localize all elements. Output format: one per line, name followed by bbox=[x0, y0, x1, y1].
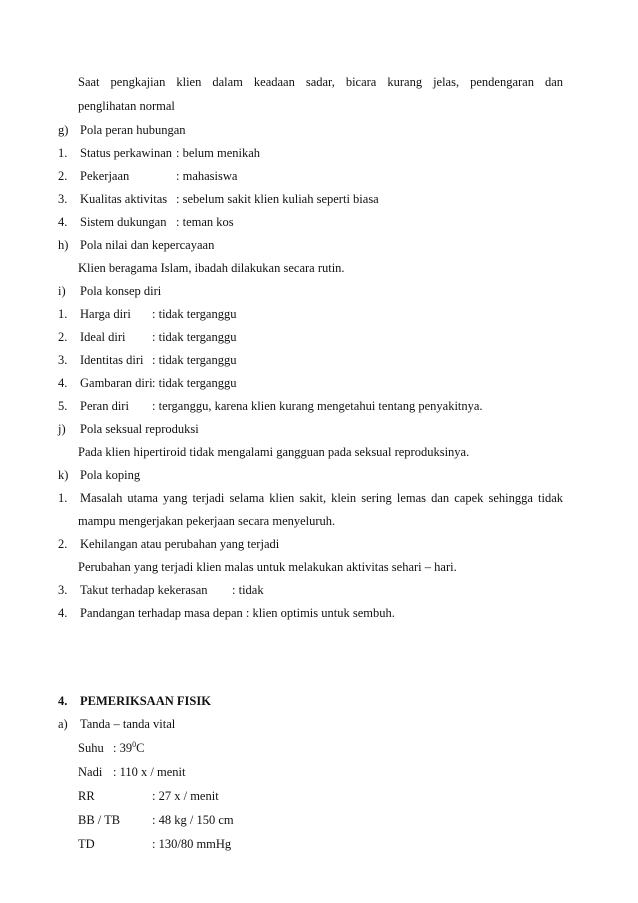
list-number: 2. bbox=[58, 537, 68, 551]
vital-value-bb-tb: : 48 kg / 150 cm bbox=[152, 813, 234, 827]
vital-label-nadi: Nadi bbox=[78, 765, 103, 779]
section-h-text: Klien beragama Islam, ibadah dilakukan secara rutin. bbox=[78, 261, 345, 275]
section-g-marker: g) bbox=[58, 123, 69, 137]
list-number: 4. bbox=[58, 606, 68, 620]
section-j-text: Pada klien hipertiroid tidak mengalami gangguan pada seksual reproduksinya. bbox=[78, 445, 470, 459]
section-j-marker: j) bbox=[58, 422, 66, 436]
list-number: 4. bbox=[58, 376, 68, 390]
list-number: 2. bbox=[58, 169, 68, 183]
koping-item1-line1: Masalah utama yang terjadi selama klien sakit, klein sering lemas dan capek sehingga tidak bbox=[80, 491, 563, 505]
item-label: Gambaran diri bbox=[80, 376, 153, 390]
list-number: 2. bbox=[58, 330, 68, 344]
vital-label-suhu: Suhu bbox=[78, 741, 104, 755]
list-number: 3. bbox=[58, 192, 68, 206]
item-label: Peran diri bbox=[80, 399, 129, 413]
koping-item3-value: : tidak bbox=[232, 583, 264, 597]
paragraph-opening-line2: penglihatan normal bbox=[78, 99, 175, 113]
section-j-title: Pola seksual reproduksi bbox=[80, 422, 199, 436]
list-number: 1. bbox=[58, 491, 68, 505]
list-number: 1. bbox=[58, 307, 68, 321]
koping-item3-label: Takut terhadap kekerasan bbox=[80, 583, 208, 597]
paragraph-opening-line1: Saat pengkajian klien dalam keadaan sadar, bicara kurang jelas, pendengaran dan bbox=[78, 75, 563, 89]
item-label: Pekerjaan bbox=[80, 169, 130, 183]
section-k-title: Pola koping bbox=[80, 468, 141, 482]
koping-item2-title: Kehilangan atau perubahan yang terjadi bbox=[80, 537, 280, 551]
section-h-title: Pola nilai dan kepercayaan bbox=[80, 238, 215, 252]
section-k-marker: k) bbox=[58, 468, 69, 482]
list-number: 3. bbox=[58, 353, 68, 367]
vital-value-rr: : 27 x / menit bbox=[152, 789, 219, 803]
item-value: : sebelum sakit klien kuliah seperti biasa bbox=[176, 192, 379, 206]
section-i-title: Pola konsep diri bbox=[80, 284, 162, 298]
vital-label-bb-tb: BB / TB bbox=[78, 813, 121, 827]
sub-a-title: Tanda – tanda vital bbox=[80, 717, 176, 731]
vital-value-nadi: : 110 x / menit bbox=[113, 765, 186, 779]
item-label: Ideal diri bbox=[80, 330, 126, 344]
vital-label-td: TD bbox=[78, 837, 95, 851]
item-value: : teman kos bbox=[176, 215, 234, 229]
list-number: 3. bbox=[58, 583, 68, 597]
item-label: Status perkawinan bbox=[80, 146, 172, 160]
list-number: 1. bbox=[58, 146, 68, 160]
item-label: Harga diri bbox=[80, 307, 131, 321]
section-i-marker: i) bbox=[58, 284, 66, 298]
section-4-title: PEMERIKSAAN FISIK bbox=[80, 694, 211, 708]
item-value: : belum menikah bbox=[176, 146, 261, 160]
item-value: : terganggu, karena klien kurang mengetahui tentang penyakitnya. bbox=[152, 399, 483, 413]
vital-value-td: : 130/80 mmHg bbox=[152, 837, 232, 851]
item-value: : tidak terganggu bbox=[152, 307, 237, 321]
list-number: 5. bbox=[58, 399, 68, 413]
item-label: Identitas diri bbox=[80, 353, 144, 367]
section-4-number: 4. bbox=[58, 694, 68, 708]
section-g-title: Pola peran hubungan bbox=[80, 123, 186, 137]
list-number: 4. bbox=[58, 215, 68, 229]
item-value: : tidak terganggu bbox=[152, 330, 237, 344]
item-label: Kualitas aktivitas bbox=[80, 192, 168, 206]
item-value: : mahasiswa bbox=[176, 169, 238, 183]
section-h-marker: h) bbox=[58, 238, 69, 252]
vital-label-rr: RR bbox=[78, 789, 95, 803]
item-label: Sistem dukungan bbox=[80, 215, 167, 229]
sub-a-marker: a) bbox=[58, 717, 68, 731]
koping-item2-text: Perubahan yang terjadi klien malas untuk melakukan aktivitas sehari – hari. bbox=[78, 560, 457, 574]
item-value: : tidak terganggu bbox=[152, 376, 237, 390]
vital-value-suhu: : $39^0C$ bbox=[113, 739, 145, 755]
koping-item1-line2: mampu mengerjakan pekerjaan secara menyeluruh. bbox=[78, 514, 336, 528]
item-value: : tidak terganggu bbox=[152, 353, 237, 367]
koping-item4-text: Pandangan terhadap masa depan : klien optimis untuk sembuh. bbox=[80, 606, 395, 620]
